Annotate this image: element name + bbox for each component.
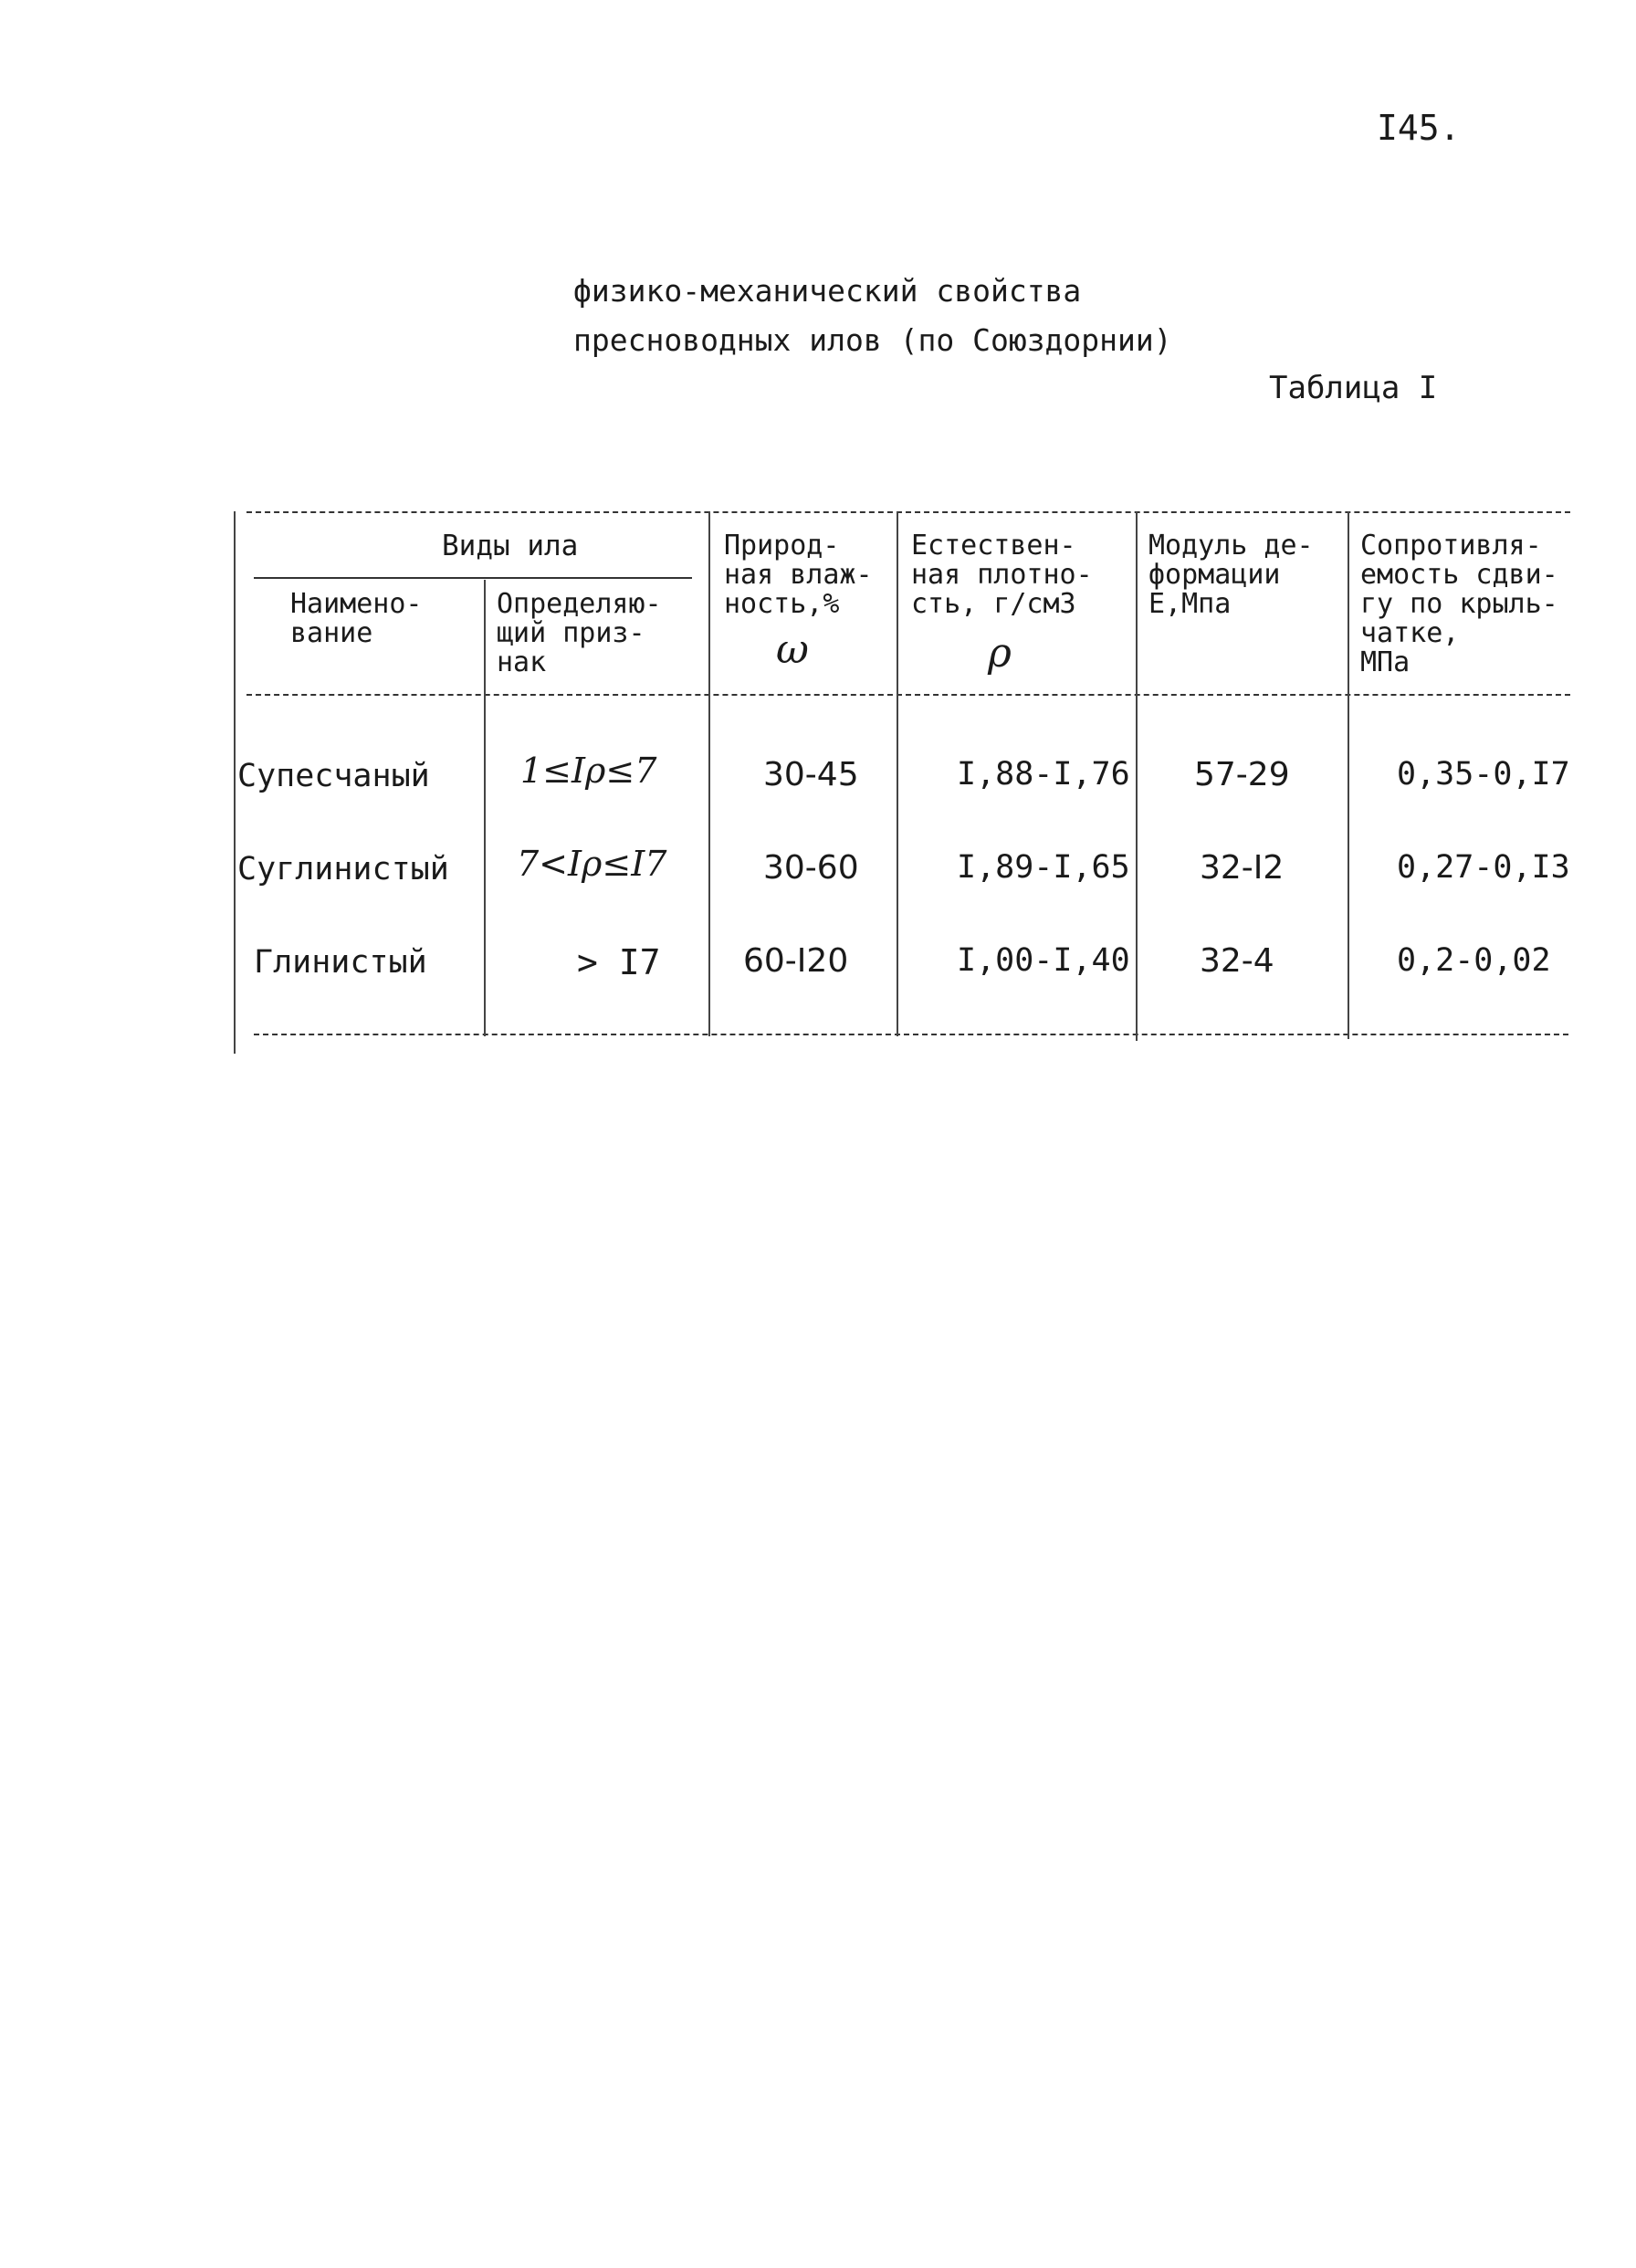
row-3-modulus: 32-4 xyxy=(1200,942,1274,980)
column-divider-criterion xyxy=(708,511,710,1036)
row-3-name: Глинистый xyxy=(254,944,427,981)
header-group-rule xyxy=(254,577,692,579)
column-divider-name xyxy=(484,580,486,1036)
header-name: Наимено- вание xyxy=(290,588,423,649)
page-number: I45. xyxy=(1377,108,1461,148)
title-line-1: физико-механический свойства xyxy=(573,273,1082,309)
row-1-criterion: 1≤Iρ≤7 xyxy=(520,751,657,791)
table-label: Таблица I xyxy=(1269,370,1438,406)
row-1-modulus: 57-29 xyxy=(1194,756,1290,793)
table-top-rule xyxy=(246,511,1570,513)
header-density: Естествен- ная плотно- сть, г/см3 xyxy=(911,530,1093,620)
column-divider-density xyxy=(1136,511,1138,1041)
row-3-shear: 0,2-0,02 xyxy=(1397,942,1551,979)
column-divider-moisture xyxy=(897,511,898,1036)
row-1-density: I,88-I,76 xyxy=(957,756,1130,793)
header-moisture: Природ- ная влаж- ность,% xyxy=(724,530,873,620)
row-3-moisture: 60-I20 xyxy=(743,942,849,980)
header-deformation-modulus: Модуль де- формации Е,Мпа xyxy=(1148,530,1314,620)
row-3-criterion: > I7 xyxy=(577,942,661,982)
header-defining-criterion: Определяю- щий приз- нак xyxy=(497,588,662,678)
table-left-border xyxy=(234,511,236,1054)
row-2-name: Суглинистый xyxy=(237,851,449,887)
row-2-modulus: 32-I2 xyxy=(1200,849,1285,887)
header-kind-group: Виды ила xyxy=(442,530,579,562)
row-2-criterion: 7<Iρ≤I7 xyxy=(517,844,667,884)
header-density-symbol: ρ xyxy=(988,630,1012,677)
column-divider-modulus xyxy=(1348,511,1349,1039)
table-bottom-rule xyxy=(254,1034,1568,1035)
row-2-density: I,89-I,65 xyxy=(957,849,1130,886)
row-1-shear: 0,35-0,I7 xyxy=(1397,756,1570,793)
row-2-shear: 0,27-0,I3 xyxy=(1397,849,1570,886)
row-1-moisture: 30-45 xyxy=(763,756,859,793)
title-line-2: пресноводных илов (по Союздорнии) xyxy=(573,322,1172,358)
header-bottom-rule xyxy=(246,694,1570,696)
row-2-moisture: 30-60 xyxy=(763,849,859,887)
header-moisture-symbol: ω xyxy=(776,626,809,673)
row-1-name: Супесчаный xyxy=(237,758,430,794)
properties-table xyxy=(226,511,1578,1054)
row-3-density: I,00-I,40 xyxy=(957,942,1130,979)
table-title xyxy=(573,267,1172,365)
header-shear-resistance: Сопротивля- емость сдви- гу по крыль- чатке, МПа xyxy=(1360,530,1558,678)
